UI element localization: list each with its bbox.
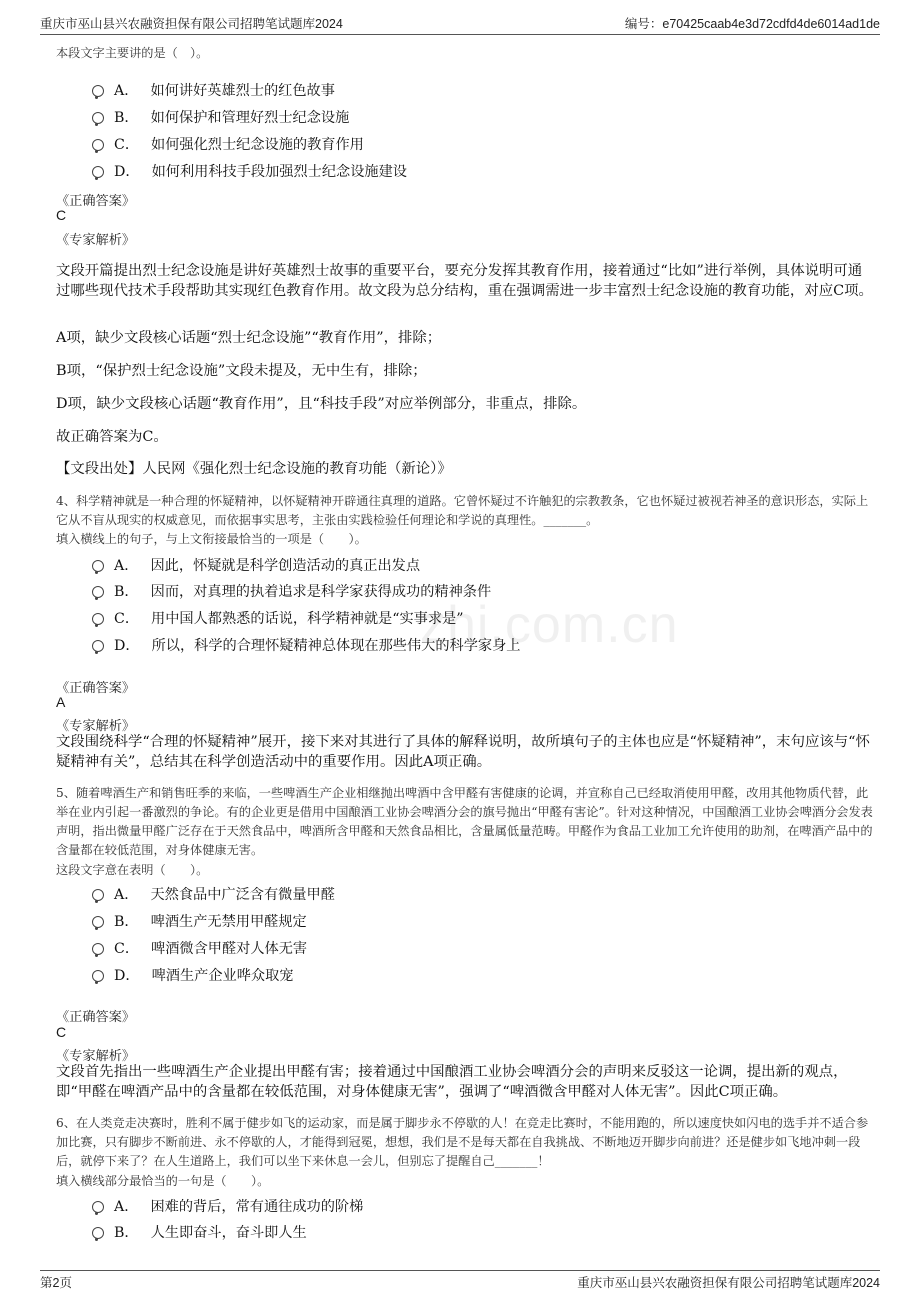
footer-title: 重庆市巫山县兴农融资担保有限公司招聘笔试题库2024 bbox=[577, 1276, 880, 1290]
q3-analysis-paragraph: 文段开篇提出烈士纪念设施是讲好英雄烈士故事的重要平台，要充分发挥其教育作用，接着通过“比如”进行举例，具体说明可通过哪些现代技术手段帮助其实现红色教育作用。故文段为总分结构，重在强调需进一步丰富烈士纪念设施的教育功能，对应C项。 bbox=[56, 263, 873, 299]
q5-analysis-label: 《专家解析》 bbox=[56, 1049, 136, 1064]
q6-option-a[interactable]: A． 困难的背后，常有通往成功的阶梯 bbox=[92, 1196, 363, 1216]
q5-answer-label: 《正确答案》 bbox=[56, 1010, 136, 1025]
q3-option-c[interactable]: C． 如何强化烈士纪念设施的教育作用 bbox=[92, 134, 364, 154]
q5-option-c[interactable]: C． 啤酒微含甲醛对人体无害 bbox=[92, 938, 307, 958]
q5-answer: C bbox=[56, 1024, 67, 1040]
q3-analysis-conclusion: 故正确答案为C。 bbox=[56, 429, 168, 445]
radio-icon[interactable] bbox=[92, 943, 104, 955]
q3-stem: 本段文字主要讲的是（ ）。 bbox=[56, 46, 209, 60]
watermark: zhi.com.cn bbox=[420, 596, 679, 654]
q5-option-b[interactable]: B． 啤酒生产无禁用甲醛规定 bbox=[92, 911, 307, 931]
q3-answer: C bbox=[56, 207, 67, 223]
q4-answer-label: 《正确答案》 bbox=[56, 681, 136, 696]
q4-option-a[interactable]: A． 因此，怀疑就是科学创造活动的真正出发点 bbox=[92, 555, 420, 575]
radio-icon[interactable] bbox=[92, 112, 104, 124]
q6-stem: 6、在人类竞走决赛时，胜利不属于健步如飞的运动家，而是属于脚步永不停歇的人！在竞走比赛时，不能用跑的，所以速度快如闪电的选手并不适合参加比赛，只有脚步不断前进、永不停歇的人，才能得到冠冕，想想，我们是不是每天都在自我挑战、不断地迈开脚步向前进？还是健步如飞地冲刺一段后，就停下来了？在人生道路上，我们可以坐下来休息一会儿，但别忘了提醒自己_______！ bbox=[56, 1116, 869, 1168]
q5-prompt: 这段文字意在表明（ ）。 bbox=[56, 863, 209, 877]
radio-icon[interactable] bbox=[92, 916, 104, 928]
q4-prompt: 填入横线上的句子，与上文衔接最恰当的一项是（ ）。 bbox=[56, 532, 367, 546]
q3-analysis-label: 《专家解析》 bbox=[56, 233, 136, 248]
q5-stem: 5、随着啤酒生产和销售旺季的来临，一些啤酒生产企业相继抛出啤酒中含甲醛有害健康的论调，并宣称自己已经取消使用甲醛，改用其他物质代替，此举在业内引起一番激烈的争论。有的企业更是借用中国酿酒工业协会啤酒分会的旗号抛出“甲醛有害论”。针对这种情况，中国酿酒工业协会啤酒分会发表声明，指出微量甲醛广泛存在于天然食品中，啤酒所含甲醛和天然食品相比，含量属低量范畴。甲醛作为食品工业加工允许使用的助剂，在啤酒产品中的含量都在较低范围，对身体健康无害。 bbox=[56, 786, 873, 857]
radio-icon[interactable] bbox=[92, 139, 104, 151]
page-header bbox=[40, 14, 880, 35]
q3-analysis-option-d: D项，缺少文段核心话题“教育作用”，且“科技手段”对应举例部分，非重点，排除。 bbox=[56, 396, 587, 412]
radio-icon[interactable] bbox=[92, 1201, 104, 1213]
radio-icon[interactable] bbox=[92, 970, 104, 982]
q4-option-b[interactable]: B． 因而，对真理的执着追求是科学家获得成功的精神条件 bbox=[92, 581, 491, 601]
q6-prompt: 填入横线部分最恰当的一句是（ ）。 bbox=[56, 1174, 270, 1188]
q5-option-d[interactable]: D． 啤酒生产企业哗众取宠 bbox=[92, 965, 293, 985]
radio-icon[interactable] bbox=[92, 166, 104, 178]
radio-icon[interactable] bbox=[92, 889, 104, 901]
radio-icon[interactable] bbox=[92, 640, 104, 652]
q4-analysis: 文段围绕科学“合理的怀疑精神”展开，接下来对其进行了具体的解释说明，故所填句子的主体也应是“怀疑精神”，末句应该与“怀疑精神有关”，总结其在科学创造活动中的重要作用。因此A项正确。 bbox=[56, 734, 870, 770]
q3-option-b[interactable]: B． 如何保护和管理好烈士纪念设施 bbox=[92, 107, 349, 127]
q5-analysis: 文段首先指出一些啤酒生产企业提出甲醛有害；接着通过中国酿酒工业协会啤酒分会的声明来反驳这一论调，提出新的观点，即“甲醛在啤酒产品中的含量都在较低范围，对身体健康无害”，强调了“啤酒微含甲醛对人体无害”。因此C项正确。 bbox=[56, 1064, 848, 1100]
q4-option-d[interactable]: D． 所以，科学的合理怀疑精神总体现在那些伟大的科学家身上 bbox=[92, 635, 520, 655]
radio-icon[interactable] bbox=[92, 613, 104, 625]
q3-option-a[interactable]: A． 如何讲好英雄烈士的红色故事 bbox=[92, 80, 335, 100]
q3-analysis-option-a: A项，缺少文段核心话题“烈士纪念设施”“教育作用”，排除； bbox=[56, 330, 442, 346]
radio-icon[interactable] bbox=[92, 1227, 104, 1239]
page-footer bbox=[40, 1270, 880, 1291]
page-number: 第2页 bbox=[40, 1276, 72, 1290]
q3-option-d[interactable]: D． 如何利用科技手段加强烈士纪念设施建设 bbox=[92, 161, 407, 181]
q6-option-b[interactable]: B． 人生即奋斗，奋斗即人生 bbox=[92, 1222, 307, 1242]
q3-analysis-option-b: B项，“保护烈士纪念设施”文段未提及，无中生有，排除； bbox=[56, 363, 427, 379]
q4-analysis-label: 《专家解析》 bbox=[56, 719, 136, 734]
header-doc-id: 编号：e70425caab4e3d72cdfd4de6014ad1de bbox=[624, 17, 880, 31]
q5-option-a[interactable]: A． 天然食品中广泛含有微量甲醛 bbox=[92, 884, 335, 904]
q3-analysis-source: 【文段出处】人民网《强化烈士纪念设施的教育功能（新论）》 bbox=[56, 461, 452, 477]
q4-answer: A bbox=[56, 694, 66, 710]
radio-icon[interactable] bbox=[92, 85, 104, 97]
q3-answer-label: 《正确答案》 bbox=[56, 194, 136, 209]
q4-stem: 4、科学精神就是一种合理的怀疑精神，以怀疑精神开辟通往真理的道路。它曾怀疑过不许触犯的宗教教条，它也怀疑过被视若神圣的意识形态，实际上它从不盲从现实的权威意见，而依据事实思考，主张由实践检验任何理论和学说的真理性。_______。 bbox=[56, 494, 869, 527]
radio-icon[interactable] bbox=[92, 586, 104, 598]
q4-option-c[interactable]: C． 用中国人都熟悉的话说，科学精神就是“实事求是” bbox=[92, 608, 464, 628]
radio-icon[interactable] bbox=[92, 560, 104, 572]
header-title: 重庆市巫山县兴农融资担保有限公司招聘笔试题库2024 bbox=[40, 17, 343, 31]
